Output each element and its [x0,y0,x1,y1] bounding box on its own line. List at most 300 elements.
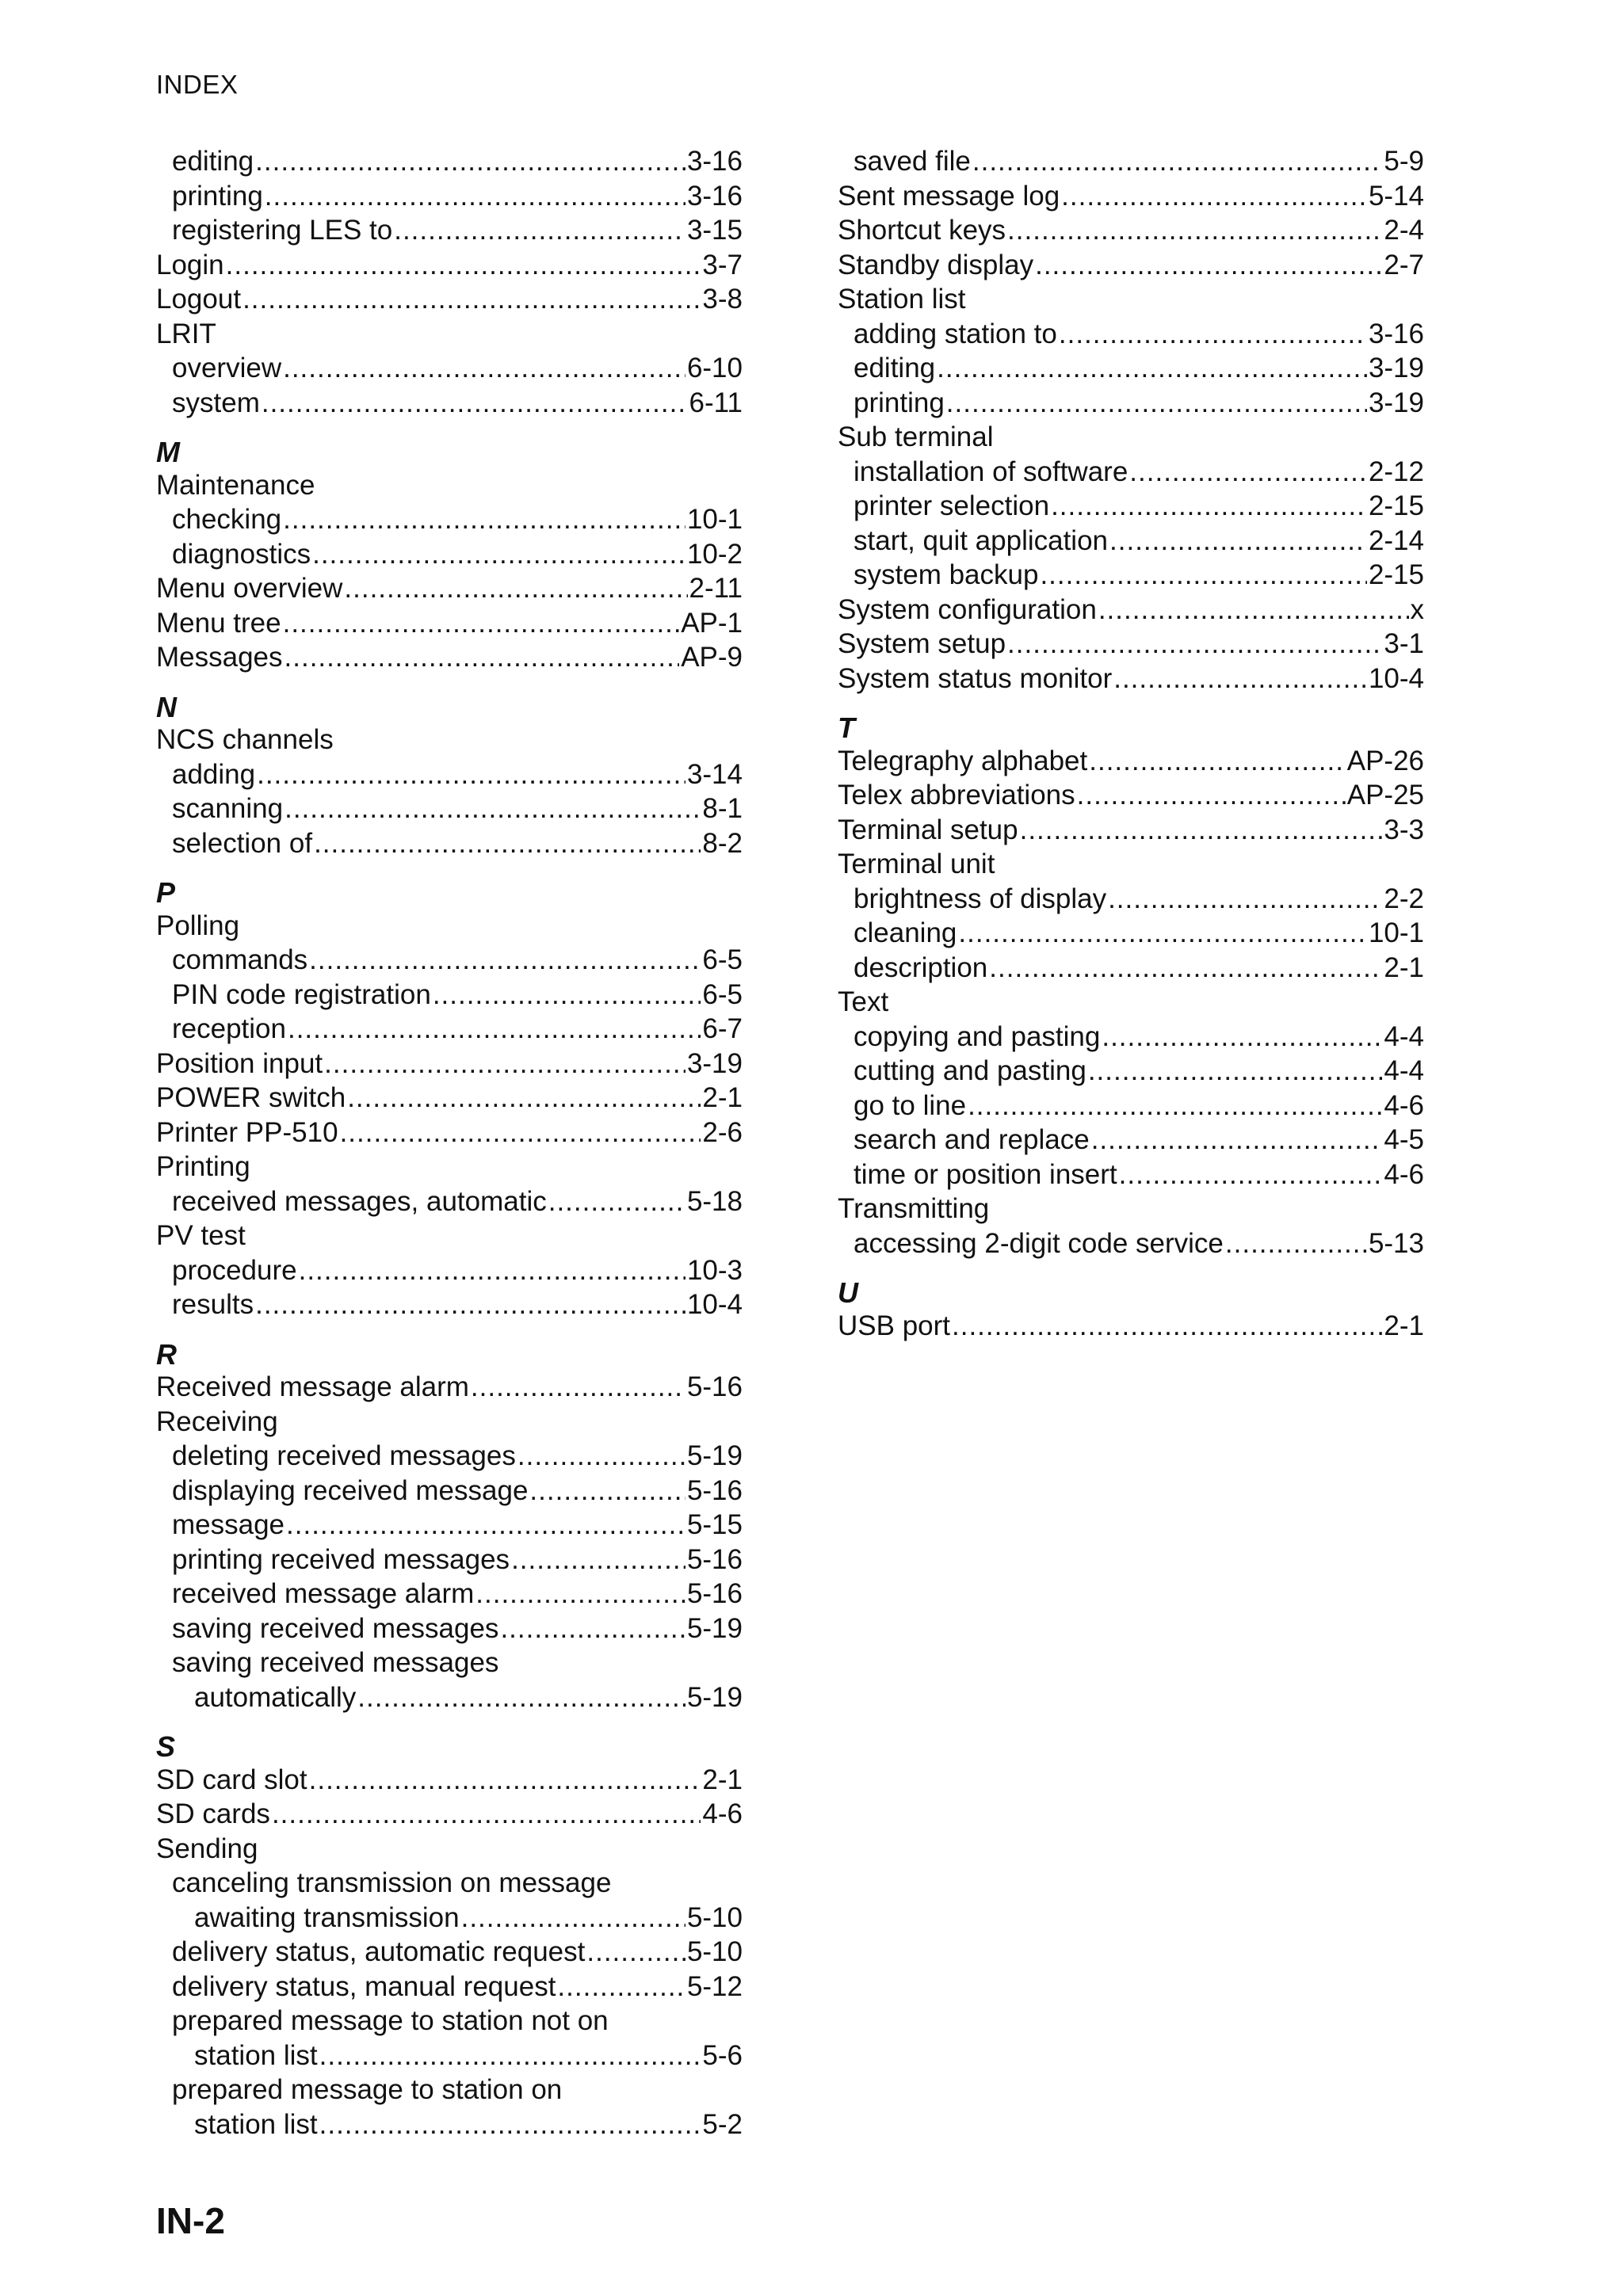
index-page-ref: AP-26 [1346,745,1424,776]
index-page-ref: 3-1 [1384,628,1424,659]
dot-leader [1007,628,1382,660]
index-term: message [172,1509,285,1540]
index-term: cutting and pasting [854,1055,1086,1086]
index-page-ref: 5-19 [686,1681,743,1713]
index-term: cleaning [854,917,957,948]
index-entry [838,917,1424,952]
index-page-ref: 5-9 [1384,146,1424,177]
index-entry [156,284,743,318]
dot-leader [272,1798,701,1830]
dot-leader [517,1440,685,1472]
dot-leader [309,944,701,976]
index-page-ref: 4-6 [702,1798,743,1829]
index-term: checking [172,504,282,535]
dot-leader [285,793,701,825]
index-term: printer selection [854,490,1050,521]
index-term: Sub terminal [838,421,994,452]
index-term: SD cards [156,1798,270,1829]
index-section-letter: P [156,876,176,909]
index-entry [156,504,743,539]
index-entry [838,663,1424,698]
index-term: Sending [156,1833,258,1864]
index-term: diagnostics [172,538,311,570]
index-entry [156,1544,743,1579]
dot-leader [433,979,701,1011]
index-entry [156,642,743,677]
dot-leader [1119,1159,1383,1191]
index-page-ref: 2-15 [1368,559,1424,590]
index-term: results [172,1289,254,1320]
index-page-ref: x [1410,593,1424,625]
index-page-ref: 3-16 [686,180,743,212]
index-term: Printer PP-510 [156,1116,338,1148]
index-page-ref: 5-12 [686,1970,743,2002]
index-entry [156,146,743,181]
index-page-ref: 6-5 [702,978,743,1010]
index-section-letter: N [156,690,177,723]
index-term: printing [172,180,263,212]
index-term: received message alarm [172,1578,475,1609]
index-term: System configuration [838,593,1097,625]
index-page-ref: 5-6 [702,2039,743,2071]
dot-leader [357,1682,685,1714]
dot-leader [265,181,685,212]
dot-leader [283,608,680,639]
index-entry [838,952,1424,987]
index-term: start, quit application [854,524,1109,556]
index-term: automatically [194,1681,357,1713]
index-term: Shortcut keys [838,215,1006,246]
index-term: prepared message to station on [172,2074,563,2105]
index-entry [156,1406,743,1441]
dot-leader [286,1509,685,1541]
dot-leader [557,1971,685,2003]
index-term: System setup [838,628,1006,659]
index-page-ref: 4-4 [1384,1020,1424,1052]
index-entry [156,1371,743,1406]
index-term: Position input [156,1047,323,1079]
dot-leader [1020,814,1383,846]
index-term: system backup [854,559,1039,590]
index-page-ref: 10-4 [686,1289,743,1320]
index-term: saving received messages [172,1612,499,1644]
index-term: copying and pasting [854,1020,1101,1052]
index-term: Maintenance [156,469,315,501]
index-entry [838,1090,1424,1125]
dot-leader [262,387,688,419]
index-entry [838,387,1424,422]
index-page-ref: 5-15 [686,1509,743,1540]
dot-leader [255,146,685,177]
index-page-ref: 5-14 [1368,180,1424,212]
index-page-ref: 2-1 [702,1082,743,1113]
dot-leader [394,215,685,246]
index-page-ref: 8-2 [702,827,743,859]
index-entry [156,2074,743,2109]
index-entry [156,1647,743,1682]
index-term: awaiting transmission [194,1901,460,1933]
dot-leader [226,250,701,281]
index-entry [838,746,1424,780]
index-term: printing received messages [172,1543,510,1575]
index-page-ref: 4-5 [1384,1124,1424,1155]
index-term: Terminal setup [838,814,1018,845]
dot-leader [319,2109,701,2141]
dot-leader [257,759,685,791]
index-term: editing [172,146,254,177]
index-section-letter: R [156,1337,177,1371]
index-term: brightness of display [854,883,1107,914]
index-entry [838,1193,1424,1228]
index-entry [838,250,1424,284]
index-page-ref: 2-11 [689,573,743,604]
dot-leader [309,1764,701,1796]
dot-leader [312,539,685,570]
dot-leader [475,1578,685,1610]
index-entry [838,559,1424,594]
index-term: SD card slot [156,1764,307,1795]
index-page-ref: 3-16 [1368,318,1424,349]
index-entry [838,525,1424,560]
index-page-ref: 2-12 [1368,456,1424,487]
index-term: editing [854,353,936,383]
dot-leader [299,1255,685,1287]
dot-leader [1089,746,1345,777]
dot-leader [324,1048,685,1080]
dot-leader [1088,1055,1383,1087]
index-entry [838,353,1424,387]
index-entry [838,421,1424,456]
index-entry [838,849,1424,883]
dot-leader [937,353,1367,384]
index-term: delivery status, automatic request [172,1936,586,1967]
page-number: IN-2 [156,2200,225,2241]
dot-leader [1091,1124,1383,1156]
index-page-ref: AP-1 [681,607,743,639]
dot-leader [319,2040,701,2072]
index-entry [156,759,743,794]
index-term: Received message alarm [156,1371,469,1402]
index-term: displaying received message [172,1474,529,1506]
index-column-right [838,146,1424,1344]
index-entry [156,2005,743,2040]
index-entry [156,1220,743,1255]
index-page-ref: AP-9 [681,642,743,673]
index-term: PV test [156,1220,246,1251]
index-page-ref: 5-10 [686,1901,743,1933]
dot-leader [471,1371,685,1403]
running-header: INDEX [156,70,239,99]
index-term: LRIT [156,318,216,349]
index-page-ref: 3-19 [1368,353,1424,383]
index-entry [838,1159,1424,1194]
dot-leader [1129,456,1367,488]
index-page-ref: 3-15 [686,215,743,246]
index-page-ref: 2-6 [702,1116,743,1148]
dot-leader [1040,559,1367,591]
index-page-ref: 6-11 [689,387,743,418]
index-page-ref: 2-1 [1384,1310,1424,1341]
index-term: PIN code registration [172,978,431,1010]
index-section-letter: M [156,436,180,468]
index-term: Receiving [156,1405,278,1437]
index-term: Terminal unit [838,849,995,879]
dot-leader [461,1902,685,1934]
dot-leader [283,353,685,384]
index-term: Logout [156,284,242,315]
index-page-ref: 6-7 [702,1013,743,1044]
dot-leader [946,387,1367,419]
index-entry [838,628,1424,663]
index-entry [156,573,743,608]
index-page-ref: 5-19 [686,1612,743,1644]
index-entry [838,1021,1424,1056]
index-entry [838,1055,1424,1090]
dot-leader [242,284,701,315]
index-page-ref: 2-15 [1368,490,1424,521]
index-entry [838,986,1424,1021]
index-page-ref: 2-14 [1368,524,1424,556]
index-entry [156,1186,743,1221]
index-entry [838,814,1424,849]
index-page-ref: 10-4 [1368,662,1424,694]
index-term: reception [172,1013,286,1044]
index-page-ref: 2-1 [702,1764,743,1795]
dot-leader [1109,525,1367,557]
index-entry [156,2109,743,2144]
index-entry [838,1124,1424,1159]
index-entry [156,181,743,215]
index-term: prepared message to station not on [172,2005,609,2036]
index-term: Polling [156,910,240,941]
index-entry [838,594,1424,629]
index-entry [156,1764,743,1799]
index-entry [838,146,1424,181]
dot-leader [548,1186,685,1218]
index-entry [156,1971,743,2006]
index-entry [156,1798,743,1833]
index-section-letter: T [838,711,855,744]
dot-leader [1077,780,1346,811]
dot-leader [529,1475,685,1507]
dot-leader [1035,250,1382,281]
index-term: procedure [172,1254,297,1286]
index-page-ref: 10-1 [1368,917,1424,948]
index-entry [156,1255,743,1290]
dot-leader [285,642,680,673]
dot-leader [972,146,1383,177]
index-page-ref: 5-16 [686,1578,743,1609]
index-term: Menu tree [156,607,281,639]
index-entry [156,1048,743,1083]
index-entry [156,1578,743,1613]
index-page-ref: 2-2 [1384,883,1424,914]
index-entry [156,910,743,945]
dot-leader [952,1310,1382,1342]
dot-leader [288,1013,701,1045]
index-term: saving received messages [172,1647,499,1678]
dot-leader [1225,1228,1367,1260]
index-entry [156,724,743,759]
index-entry [838,490,1424,525]
dot-leader [1061,181,1367,212]
index-term: accessing 2-digit code service [854,1227,1224,1259]
index-entry [156,828,743,863]
index-page-ref: 6-10 [686,353,743,383]
index-page-ref: 5-18 [686,1185,743,1217]
index-page-ref: 5-16 [686,1474,743,1506]
dot-leader [283,504,685,536]
index-entry [156,1613,743,1648]
index-entry [156,387,743,422]
index-entry [838,456,1424,491]
index-term: adding [172,758,256,790]
index-term: Telegraphy alphabet [838,745,1088,776]
index-term: station list [194,2039,318,2071]
index-page-ref: 3-3 [1384,814,1424,845]
index-entry [838,318,1424,353]
index-term: Text [838,986,889,1017]
index-term: Telex abbreviations [838,780,1075,810]
index-section-letter: S [156,1730,176,1763]
dot-leader [1108,883,1382,915]
index-term: printing [854,387,945,418]
index-term: Standby display [838,249,1034,280]
index-term: deleting received messages [172,1440,516,1471]
index-term: Printing [156,1151,250,1182]
index-term: NCS channels [156,724,334,755]
index-entry [838,883,1424,918]
dot-leader [1098,594,1409,626]
index-entry [156,470,743,505]
index-page-ref: 2-7 [1384,249,1424,280]
index-entry [156,1936,743,1971]
dot-leader [989,952,1382,984]
index-term: commands [172,944,308,975]
dot-leader [1051,490,1367,522]
dot-leader [1059,318,1367,350]
index-entry [156,353,743,387]
dot-leader [958,917,1367,949]
index-page-ref: 5-2 [702,2108,743,2140]
index-page-ref: 5-19 [686,1440,743,1471]
index-entry [156,2040,743,2075]
index-entry [156,944,743,979]
index-entry [156,1013,743,1048]
index-entry [156,1082,743,1117]
index-page-ref: 3-19 [1368,387,1424,418]
index-term: received messages, automatic [172,1185,547,1217]
index-entry [156,1117,743,1152]
index-page-ref: 4-6 [1384,1089,1424,1121]
index-term: time or position insert [854,1158,1117,1190]
index-term: overview [172,353,282,383]
dot-leader [1113,663,1367,695]
index-entry [156,793,743,828]
index-page-ref: 8-1 [702,793,743,824]
index-term: Transmitting [838,1193,990,1224]
index-entry [156,250,743,284]
index-page-ref: 10-1 [686,504,743,535]
dot-leader [314,828,701,860]
index-page-ref: 5-16 [686,1371,743,1402]
index-entry [156,1902,743,1937]
index-term: description [854,952,988,983]
dot-leader [586,1936,685,1968]
index-entry [156,1475,743,1510]
index-entry [156,215,743,250]
index-term: go to line [854,1089,967,1121]
dot-leader [500,1613,685,1645]
index-page-ref: 3-8 [702,284,743,315]
index-term: saved file [854,146,971,177]
index-entry [156,1682,743,1717]
index-entry [838,1310,1424,1345]
index-term: scanning [172,793,284,824]
dot-leader [255,1289,685,1321]
index-entry [156,1867,743,1902]
index-page-ref: 5-13 [1368,1227,1424,1259]
index-column-left [156,146,743,2143]
index-entry [838,1228,1424,1263]
index-entry [156,979,743,1014]
index-page-ref: AP-25 [1346,780,1424,810]
index-term: Menu overview [156,573,343,604]
index-term: Messages [156,642,283,673]
index-entry [156,1509,743,1544]
index-page-ref: 3-16 [686,146,743,177]
index-term: Login [156,249,224,280]
index-term: adding station to [854,318,1057,349]
dot-leader [1007,215,1382,246]
dot-leader [511,1544,685,1576]
index-entry [156,1151,743,1186]
index-page-ref: 6-5 [702,944,743,975]
index-term: search and replace [854,1124,1090,1155]
index-entry [838,780,1424,814]
index-page-ref: 4-6 [1384,1158,1424,1190]
index-entry [838,215,1424,250]
index-entry [156,608,743,643]
index-page-ref: 3-14 [686,758,743,790]
index-term: delivery status, manual request [172,1970,556,2002]
index-page-ref: 10-2 [686,538,743,570]
index-term: Sent message log [838,180,1060,212]
index-section-letter: U [838,1276,858,1309]
index-entry [156,539,743,574]
index-page-ref: 2-1 [1384,952,1424,983]
index-term: System status monitor [838,662,1113,694]
index-term: USB port [838,1310,950,1341]
index-page-ref: 10-3 [686,1254,743,1286]
index-term: selection of [172,827,313,859]
index-entry [156,1440,743,1475]
index-term: canceling transmission on message [172,1867,612,1898]
index-page-ref: 4-4 [1384,1055,1424,1086]
index-term: Station list [838,284,966,315]
index-page-ref: 3-7 [702,249,743,280]
index-term: station list [194,2108,318,2140]
index-term: registering LES to [172,215,393,246]
index-page-ref: 2-4 [1384,215,1424,246]
index-term: system [172,387,260,418]
index-entry [838,284,1424,318]
dot-leader [968,1090,1382,1122]
dot-leader [347,1082,701,1114]
index-page-ref: 3-19 [686,1047,743,1079]
index-term: installation of software [854,456,1128,487]
index-entry [156,1833,743,1868]
